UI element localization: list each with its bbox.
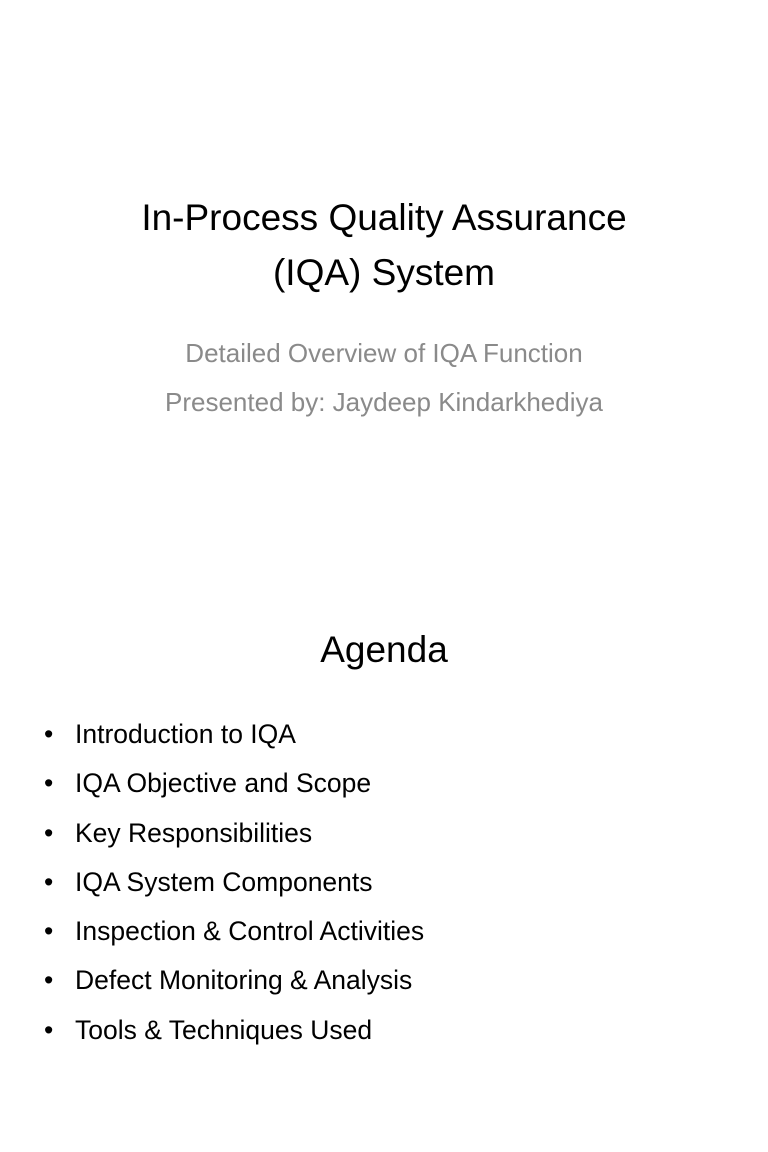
agenda-item-text: Key Responsibilities bbox=[75, 817, 313, 848]
agenda-item bbox=[40, 710, 424, 759]
agenda-title: Agenda bbox=[320, 629, 448, 670]
agenda-item-text: Introduction to IQA bbox=[75, 719, 296, 749]
slide-title bbox=[40, 190, 728, 300]
bullet-icon: • bbox=[44, 916, 54, 947]
agenda-item bbox=[40, 907, 424, 956]
agenda-item-text: Defect Monitoring & Analysis bbox=[75, 965, 413, 996]
agenda-slide bbox=[0, 576, 768, 1152]
title-line-1: In-Process Quality Assurance bbox=[141, 197, 627, 238]
bullet-icon: • bbox=[44, 1014, 54, 1045]
bullet-icon: • bbox=[44, 817, 54, 848]
bullet-icon: • bbox=[44, 719, 54, 749]
agenda-item-text: Inspection & Control Activities bbox=[75, 916, 425, 947]
bullet-icon: • bbox=[44, 768, 54, 799]
agenda-item-text: Tools & Techniques Used bbox=[75, 1014, 373, 1045]
bullet-icon: • bbox=[44, 965, 54, 996]
agenda-item-text: IQA System Components bbox=[75, 866, 373, 897]
agenda-item bbox=[40, 858, 424, 907]
agenda-item bbox=[40, 956, 424, 1005]
subtitle-line-1: Detailed Overview of IQA Function bbox=[185, 338, 583, 368]
agenda-item bbox=[40, 759, 424, 808]
agenda-item bbox=[40, 809, 424, 858]
agenda-item-text: IQA Objective and Scope bbox=[75, 768, 372, 799]
slide-subtitle bbox=[40, 329, 728, 427]
subtitle-line-2: Presented by: Jaydeep Kindarkhediya bbox=[165, 387, 603, 417]
bullet-icon: • bbox=[44, 866, 54, 897]
agenda-item bbox=[40, 1006, 424, 1055]
title-line-2: (IQA) System bbox=[272, 252, 496, 293]
agenda-list bbox=[40, 710, 424, 1055]
